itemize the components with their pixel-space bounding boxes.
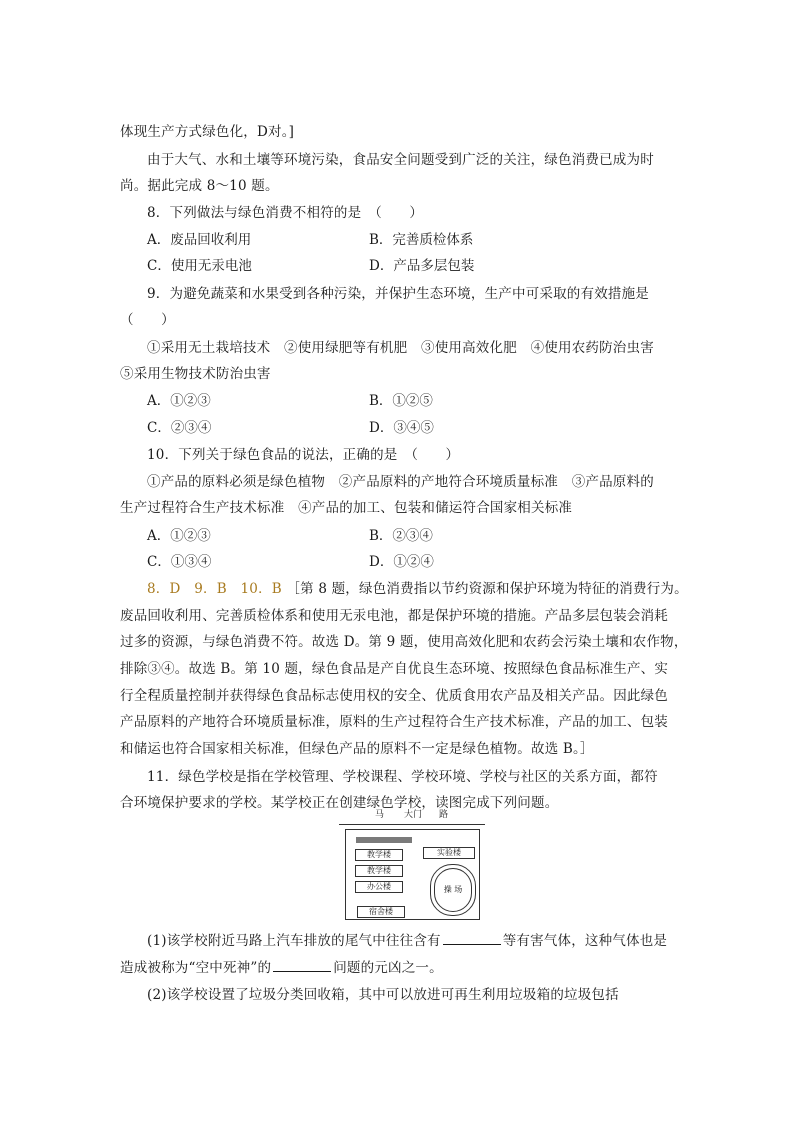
q8-option-b: B．完善质检体系: [369, 232, 474, 248]
question-9: 9．为避免蔬菜和水果受到各种污染，并保护生态环境，生产中可采取的有效措施是: [147, 286, 649, 302]
answer-explanation-line-7: 和储运也符合国家相关标准，但绿色产品的原料不一定是绿色植物。故选 B。］: [120, 741, 594, 757]
q9-option-d: D．③④⑤: [369, 420, 434, 436]
q10-statements-1: ①产品的原料必须是绿色植物 ②产品原料的产地符合环境质量标准 ③产品原料的: [147, 474, 654, 490]
q10-option-d: D．①②④: [369, 554, 434, 570]
road-line: [339, 824, 485, 825]
road-label-right: 路: [439, 810, 449, 820]
school-boundary: [345, 829, 480, 920]
teaching-building-1: 教学楼: [355, 849, 403, 861]
q10-option-a: A．①②③: [147, 528, 211, 544]
subquestion-1-line-2: [120, 959, 443, 977]
office-building: 办公楼: [355, 881, 403, 893]
subquestion-1-text-d: 问题的元凶之一。: [333, 960, 443, 976]
answer-explanation-start: ［第 8 题，绿色消费指以节约资源和保护环境为特征的消费行为。: [286, 581, 688, 597]
q8-option-d: D．产品多层包装: [369, 258, 475, 274]
q10-option-c: C．①③④: [147, 554, 212, 570]
q8-option-a: A．废品回收利用: [147, 232, 252, 248]
answer-explanation-line-1: [147, 580, 688, 598]
sports-field-label: 操 场: [434, 868, 472, 912]
q8-option-c: C．使用无汞电池: [147, 258, 252, 274]
q9-option-b: B．①②⑤: [369, 393, 433, 409]
teaching-building-2: 教学楼: [355, 865, 403, 877]
lab-building: 实验楼: [423, 847, 475, 859]
answer-explanation-line-3: 过多的资源，与绿色消费不符。故选 D。第 9 题，使用高效化肥和农药会污染土壤和农作物，: [120, 634, 688, 650]
question-11-line-2: 合环境保护要求的学校。某学校正在创建绿色学校，读图完成下列问题。: [120, 795, 559, 811]
prev-answer-tail: 体现生产方式绿色化，D对。]: [120, 124, 295, 140]
answer-explanation-line-6: 产品原料的产地符合环境质量标准，原料的生产过程符合生产技术标准，产品的加工、包装: [120, 714, 668, 730]
q9-statements-1: ①采用无土栽培技术 ②使用绿肥等有机肥 ③使用高效化肥 ④使用农药防治虫害: [147, 340, 654, 356]
q10-statements-2: 生产过程符合生产技术标准 ④产品的加工、包装和储运符合国家相关标准: [120, 500, 573, 516]
passage-line-1: 由于大气、水和土壤等环境污染，食品安全问题受到广泛的关注，绿色消费已成为时: [147, 152, 654, 168]
subquestion-2: (2)该学校设置了垃圾分类回收箱，其中可以放进可再生利用垃圾箱的垃圾包括: [147, 987, 619, 1003]
q9-statements-2: ⑤采用生物技术防治虫害: [120, 366, 271, 382]
question-10: 10．下列关于绿色食品的说法，正确的是 （ ）: [147, 447, 460, 463]
answer-blank-1[interactable]: [443, 943, 501, 945]
sports-field: [430, 864, 476, 916]
answer-explanation-line-2: 废品回收利用、完善质检体系和使用无汞电池，都是保护环境的措施。产品多层包装会消耗: [120, 608, 668, 624]
hatched-area: [356, 837, 412, 843]
subquestion-1-line-1: [147, 932, 667, 950]
gate-label: 大门: [404, 810, 423, 820]
answer-explanation-line-4: 排除③④。故选 B。第 10 题，绿色食品是产自优良生态环境、按照绿色食品标准生产、实: [120, 661, 669, 677]
q9-option-c: C．②③④: [147, 420, 212, 436]
dormitory-building: 宿舍楼: [357, 906, 405, 918]
answer-explanation-line-5: 行全程质量控制并获得绿色食品标志使用权的安全、优质食用农产品及相关产品。因此绿色: [120, 688, 668, 704]
question-8: 8．下列做法与绿色消费不相符的是 （ ）: [147, 205, 424, 221]
q10-option-b: B．②③④: [369, 528, 433, 544]
passage-line-2: 尚。据此完成 8～10 题。: [120, 178, 279, 194]
subquestion-1-text-c: 造成被称为“空中死神”的: [120, 960, 272, 976]
answer-blank-2[interactable]: [273, 970, 331, 972]
subquestion-1-text-a: (1)该学校附近马路上汽车排放的尾气中往往含有: [147, 933, 441, 949]
question-9-paren: （ ）: [120, 312, 175, 328]
school-map-figure: [339, 810, 487, 921]
answer-key: 8．D 9．B 10．B: [147, 581, 282, 597]
question-11-line-1: 11．绿色学校是指在学校管理、学校课程、学校环境、学校与社区的关系方面，都符: [147, 769, 658, 785]
road-label-left: 马: [375, 810, 385, 820]
q9-option-a: A．①②③: [147, 393, 211, 409]
subquestion-1-text-b: 等有害气体，这种气体也是: [502, 933, 668, 949]
